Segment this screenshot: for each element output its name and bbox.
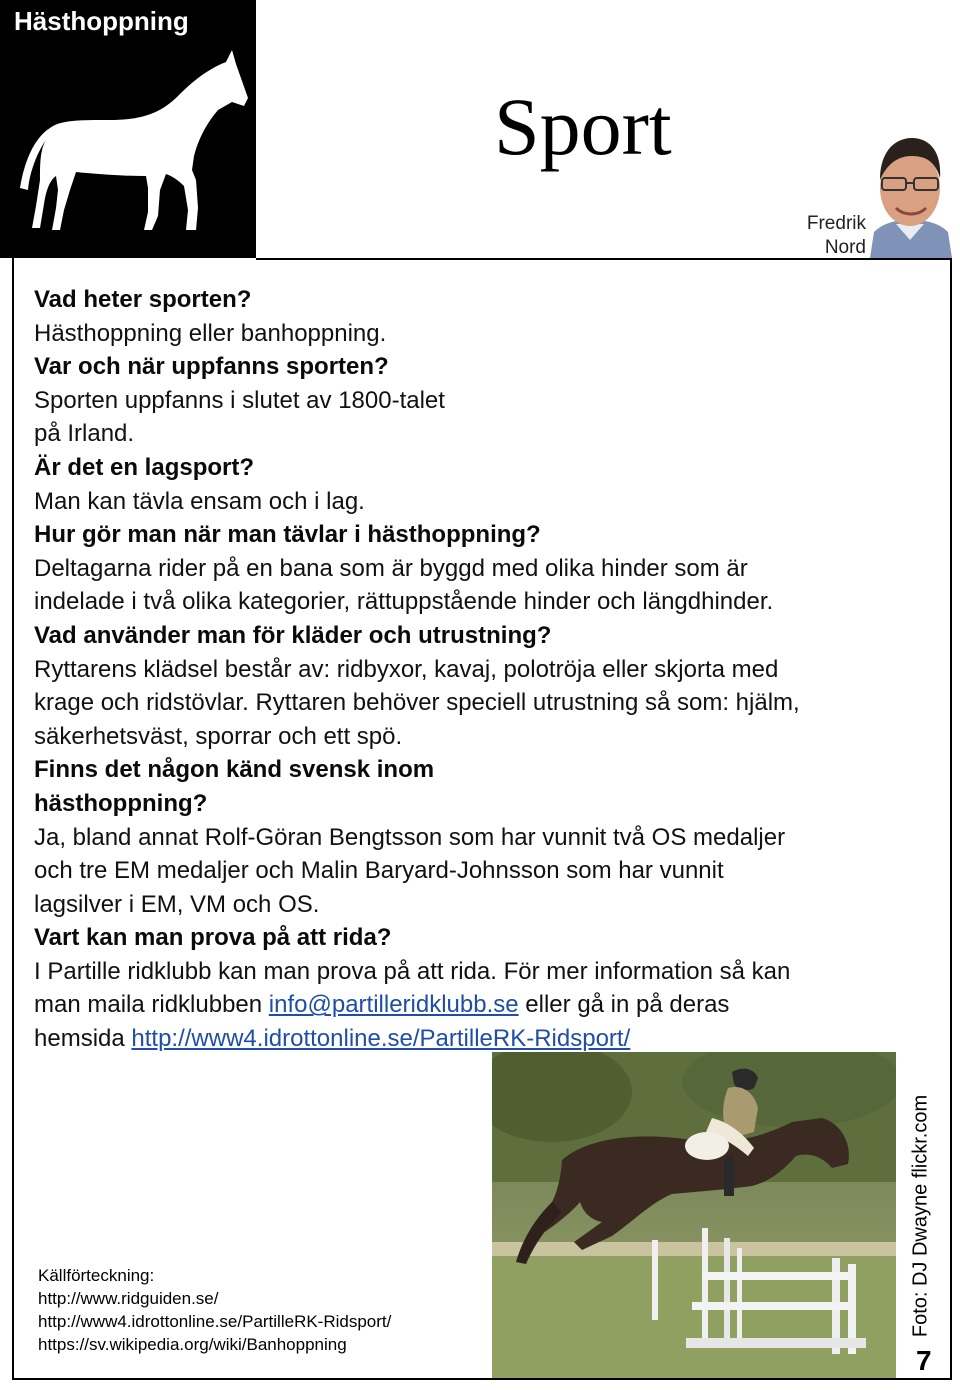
question-6-line-2: hästhoppning? bbox=[34, 789, 208, 817]
sources-list bbox=[38, 1264, 391, 1356]
frame-top-border bbox=[256, 258, 952, 260]
sources-heading: Källförteckning: bbox=[38, 1266, 155, 1285]
source-item: https://sv.wikipedia.org/wiki/Banhoppning bbox=[38, 1335, 347, 1354]
source-item: http://www4.idrottonline.se/PartilleRK-Ridsport/ bbox=[38, 1312, 392, 1331]
website-link[interactable]: http://www4.idrottonline.se/PartilleRK-Ridsport/ bbox=[131, 1025, 631, 1053]
answer-6-line-3: lagsilver i EM, VM och OS. bbox=[34, 890, 320, 918]
email-link[interactable]: info@partilleridklubb.se bbox=[268, 991, 519, 1019]
source-item: http://www.ridguiden.se/ bbox=[38, 1289, 219, 1308]
answer-7-line-3 bbox=[34, 1022, 914, 1056]
horse-icon bbox=[0, 40, 256, 250]
answer-6-line-2: och tre EM medaljer och Malin Baryard-Johnsson som har vunnit bbox=[34, 857, 724, 885]
horse-jumping-photo bbox=[492, 1052, 896, 1378]
answer-7-line-1: I Partille ridklubb kan man prova på att rida. För mer information så kan bbox=[34, 957, 791, 985]
question-6-line-1: Finns det någon känd svensk inom bbox=[34, 756, 435, 784]
question-2: Var och när uppfanns sporten? bbox=[34, 353, 389, 381]
logo-box bbox=[0, 0, 256, 258]
answer-4-line-1: Deltagarna rider på en bana som är byggd med olika hinder som är bbox=[34, 554, 748, 582]
page-number: 7 bbox=[916, 1345, 932, 1376]
logo-title: Hästhoppning bbox=[14, 6, 189, 36]
question-1: Vad heter sporten? bbox=[34, 286, 252, 313]
author-avatar bbox=[866, 128, 954, 258]
page-title: Sport bbox=[494, 81, 672, 172]
author-first-name: Fredrik bbox=[806, 213, 866, 234]
answer-6-line-1: Ja, bland annat Rolf-Göran Bengtsson som har vunnit två OS medaljer bbox=[34, 823, 786, 851]
answer-7-line-3-start: hemsida bbox=[34, 1025, 132, 1053]
answer-5-line-2: krage och ridstövlar. Ryttaren behöver speciell utrustning så som: hjälm, bbox=[34, 689, 800, 717]
question-4: Hur gör man när man tävlar i hästhoppning? bbox=[34, 521, 541, 549]
author-name bbox=[790, 212, 866, 260]
answer-7-line-2-end: eller gå in på deras bbox=[518, 991, 730, 1019]
answer-5-line-1: Ryttarens klädsel består av: ridbyxor, kavaj, polotröja eller skjorta med bbox=[34, 655, 779, 683]
question-5: Vad använder man för kläder och utrustning? bbox=[34, 621, 552, 649]
question-7: Vart kan man prova på att rida? bbox=[34, 924, 392, 952]
answer-2-line-1: Sporten uppfanns i slutet av 1800-talet bbox=[34, 386, 445, 414]
question-3: Är det en lagsport? bbox=[34, 453, 255, 481]
answer-7-line-2 bbox=[34, 988, 914, 1022]
answer-1: Hästhoppning eller banhoppning. bbox=[34, 319, 387, 347]
answer-2-line-2: på Irland. bbox=[34, 420, 135, 448]
author-last-name: Nord bbox=[824, 237, 866, 258]
answer-4-line-2: indelade i två olika kategorier, rättuppstående hinder och längdhinder. bbox=[34, 588, 774, 616]
answer-7-line-2-start: man maila ridklubben bbox=[34, 991, 269, 1019]
answer-5-line-3: säkerhetsväst, sporrar och ett spö. bbox=[34, 722, 403, 750]
photo-credit: Foto: DJ Dwayne flickr.com bbox=[909, 1094, 932, 1338]
answer-3: Man kan tävla ensam och i lag. bbox=[34, 487, 365, 515]
article-body bbox=[34, 283, 914, 1056]
